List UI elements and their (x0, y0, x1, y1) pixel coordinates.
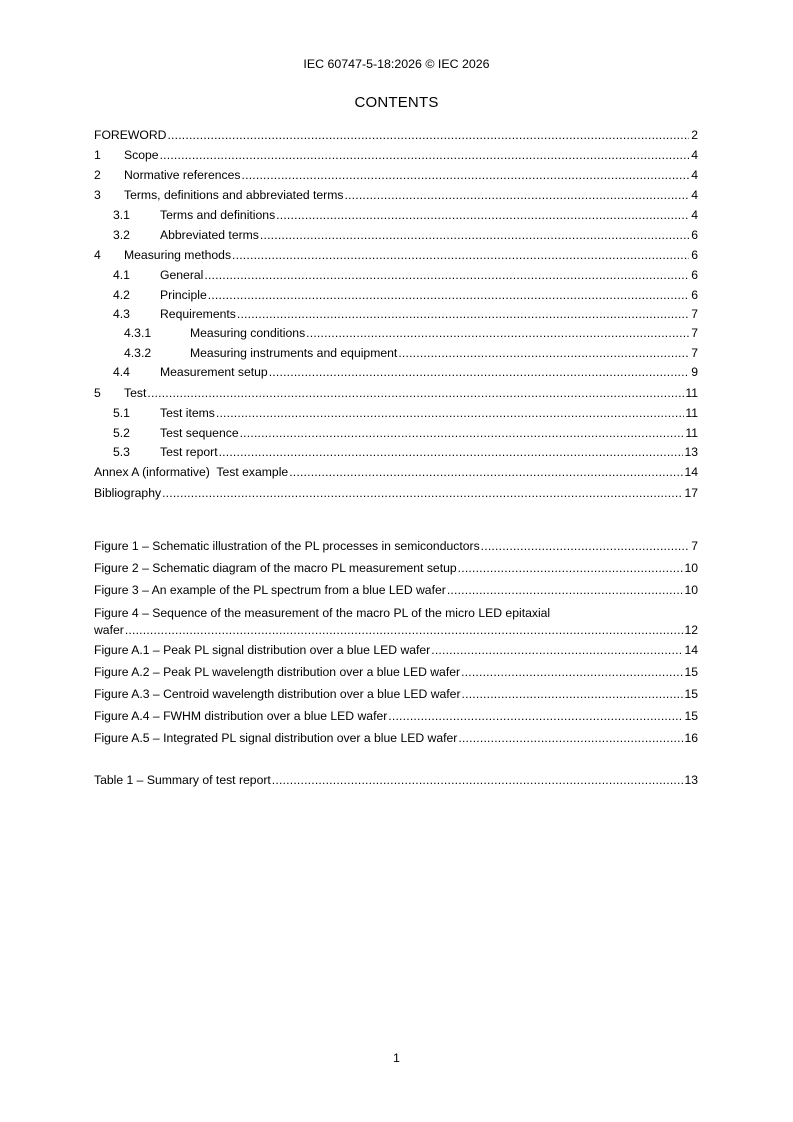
figure-entry-1[interactable] (94, 535, 698, 557)
toc-entry-measurement-setup[interactable] (94, 363, 698, 382)
toc-entry-text: Test report (160, 444, 218, 459)
figure-entry-a5[interactable] (94, 727, 698, 749)
dot-leader (276, 205, 689, 225)
dot-leader (462, 683, 684, 705)
table-entry-page: 13 (684, 773, 698, 787)
figure-entry-text: Figure A.2 – Peak PL wavelength distribution over a blue LED wafer (94, 665, 461, 679)
toc-entry-page: 17 (684, 485, 698, 500)
toc-entry-text: Measuring conditions (190, 326, 306, 341)
dot-leader (162, 482, 683, 504)
table-entry-1[interactable] (94, 769, 698, 791)
toc-entry-requirements[interactable] (94, 305, 698, 324)
dot-leader (458, 557, 684, 579)
toc-entry-page: 2 (691, 128, 698, 142)
toc-entry-normative-references[interactable] (94, 165, 698, 185)
toc-entry-page: 13 (684, 444, 698, 459)
dot-leader (289, 462, 683, 482)
toc-entry-number: 1 (94, 148, 101, 162)
toc-entry-terms-definitions[interactable] (94, 205, 698, 225)
dot-leader (232, 245, 689, 265)
dot-leader (388, 705, 683, 727)
toc-entry-text: Scope (124, 148, 159, 162)
dot-leader (160, 145, 689, 165)
dot-leader (344, 185, 689, 205)
toc-entry-measuring-methods[interactable] (94, 245, 698, 265)
dot-leader (240, 423, 685, 443)
toc-entry-text: Requirements (160, 307, 236, 321)
toc-entry-number: 3.1 (113, 208, 130, 222)
toc-entry-test[interactable] (94, 383, 698, 403)
toc-entry-text: Bibliography (94, 485, 162, 500)
dot-leader (147, 383, 684, 403)
toc-entry-text: Measuring methods (124, 248, 232, 262)
toc-entry-number: 5.1 (113, 405, 130, 420)
dot-leader (167, 125, 689, 145)
figure-entry-text-continued: wafer (94, 623, 124, 637)
toc-entry-page: 6 (691, 228, 698, 242)
figure-entry-page: 16 (684, 731, 698, 745)
toc-entry-number: 5.2 (113, 425, 130, 440)
dot-leader (272, 769, 684, 791)
toc-entry-text: Abbreviated terms (160, 228, 259, 242)
toc-entry-text: Terms and definitions (160, 208, 276, 222)
toc-entry-text: Measuring instruments and equipment (190, 345, 398, 360)
toc-entry-page: 9 (691, 365, 698, 380)
toc-entry-number: 5 (94, 385, 101, 400)
figure-entry-2[interactable] (94, 557, 698, 579)
toc-entry-number: 4 (94, 248, 101, 262)
figure-entry-page: 10 (684, 561, 698, 575)
toc-entry-text: Normative references (124, 168, 241, 182)
toc-entry-terms[interactable] (94, 185, 698, 205)
figure-entry-text: Figure 2 – Schematic diagram of the macro PL measurement setup (94, 561, 457, 575)
toc-entry-test-report[interactable] (94, 443, 698, 462)
figure-entry-3[interactable] (94, 579, 698, 601)
toc-entry-page: 4 (691, 148, 698, 162)
figure-entry-text: Figure A.5 – Integrated PL signal distribution over a blue LED wafer (94, 731, 458, 745)
toc-entry-number: 2 (94, 168, 101, 182)
toc-entry-number: 4.1 (113, 268, 130, 282)
toc-entry-number: 4.2 (113, 288, 130, 302)
dot-leader (458, 727, 683, 749)
page-number: 1 (393, 1051, 400, 1065)
dot-leader (204, 265, 689, 285)
toc-entry-page: 6 (691, 288, 698, 302)
toc-entry-number: 3.2 (113, 228, 130, 242)
toc-entry-number: 3 (94, 188, 101, 202)
toc-entry-test-sequence[interactable] (94, 423, 698, 443)
toc-entry-text: Test items (160, 405, 215, 420)
figure-entry-page: 14 (684, 643, 698, 657)
figure-entry-text: Figure 3 – An example of the PL spectrum from a blue LED wafer (94, 583, 446, 597)
figure-entry-a3[interactable] (94, 683, 698, 705)
figure-entry-page: 10 (684, 583, 698, 597)
toc-entry-abbreviated-terms[interactable] (94, 225, 698, 245)
figure-entry-text: Figure 4 – Sequence of the measurement of the macro PL of the micro LED epitaxial (94, 606, 551, 620)
toc-entry-bibliography[interactable] (94, 482, 698, 504)
dot-leader (447, 579, 684, 601)
toc-entry-page: 7 (691, 326, 698, 341)
toc-entry-page: 6 (691, 248, 698, 262)
document-header: IEC 60747-5-18:2026 © IEC 2026 (303, 57, 490, 71)
toc-entry-general[interactable] (94, 265, 698, 285)
toc-entry-measuring-conditions[interactable] (94, 324, 698, 343)
dot-leader (481, 535, 689, 557)
list-of-figures (94, 535, 698, 749)
toc-entry-page: 11 (685, 385, 698, 400)
toc-entry-number: 5.3 (113, 444, 130, 459)
dot-leader (306, 324, 689, 343)
figure-entry-text: Figure A.3 – Centroid wavelength distribution over a blue LED wafer (94, 687, 461, 701)
toc-entry-measuring-instruments[interactable] (94, 344, 698, 363)
toc-entry-text: Annex A (informative) Test example (94, 464, 289, 479)
toc-entry-annex-a[interactable] (94, 462, 698, 482)
figure-entry-text: Figure A.4 – FWHM distribution over a blue LED wafer (94, 709, 388, 723)
toc-entry-number: 4.3 (113, 307, 130, 321)
figure-entry-a4[interactable] (94, 705, 698, 727)
dot-leader (242, 165, 689, 185)
dot-leader (237, 305, 689, 324)
toc-entry-text: FOREWORD (94, 128, 167, 142)
dot-leader (260, 225, 689, 245)
toc-entry-foreword[interactable] (94, 125, 698, 145)
table-entry-text: Table 1 – Summary of test report (94, 773, 271, 787)
dot-leader (216, 403, 684, 423)
figure-entry-page: 7 (691, 539, 698, 553)
toc-entry-page: 6 (691, 268, 698, 282)
dot-leader (398, 344, 689, 363)
toc-entry-text: Test sequence (160, 425, 239, 440)
figure-entry-page: 12 (684, 623, 698, 637)
toc-entry-test-items[interactable] (94, 403, 698, 423)
dot-leader (219, 443, 684, 462)
figure-entry-4[interactable] (94, 601, 698, 639)
toc-entry-text: Principle (160, 288, 207, 302)
toc-entry-text: Terms, definitions and abbreviated terms (124, 188, 344, 202)
dot-leader (461, 661, 683, 683)
toc-entry-principle[interactable] (94, 285, 698, 305)
toc-entry-text: General (160, 268, 204, 282)
figure-entry-page: 15 (684, 665, 698, 679)
toc-entry-page: 11 (685, 425, 698, 440)
table-of-contents (94, 125, 698, 504)
figure-entry-text: Figure A.1 – Peak PL signal distribution over a blue LED wafer (94, 643, 431, 657)
toc-entry-page: 7 (691, 307, 698, 321)
toc-entry-page: 14 (684, 464, 698, 479)
dot-leader (208, 285, 689, 305)
toc-entry-number: 4.3.1 (124, 326, 152, 341)
dot-leader (431, 639, 683, 661)
figure-entry-page: 15 (684, 709, 698, 723)
figure-entry-page: 15 (684, 687, 698, 701)
figure-entry-text: Figure 1 – Schematic illustration of the PL processes in semiconductors (94, 539, 480, 553)
toc-entry-text: Measurement setup (160, 365, 268, 380)
page-title: CONTENTS (354, 94, 439, 111)
toc-entry-number: 4.3.2 (124, 345, 152, 360)
list-of-tables (94, 769, 698, 791)
figure-entry-a1[interactable] (94, 639, 698, 661)
toc-entry-number: 4.4 (113, 365, 130, 380)
toc-entry-page: 4 (691, 188, 698, 202)
figure-entry-a2[interactable] (94, 661, 698, 683)
dot-leader (125, 622, 684, 639)
toc-entry-page: 4 (691, 208, 698, 222)
toc-entry-page: 7 (691, 345, 698, 360)
toc-entry-page: 4 (691, 168, 698, 182)
toc-entry-text: Test (124, 385, 147, 400)
toc-entry-page: 11 (685, 405, 698, 420)
toc-entry-scope[interactable] (94, 145, 698, 165)
dot-leader (269, 363, 689, 382)
